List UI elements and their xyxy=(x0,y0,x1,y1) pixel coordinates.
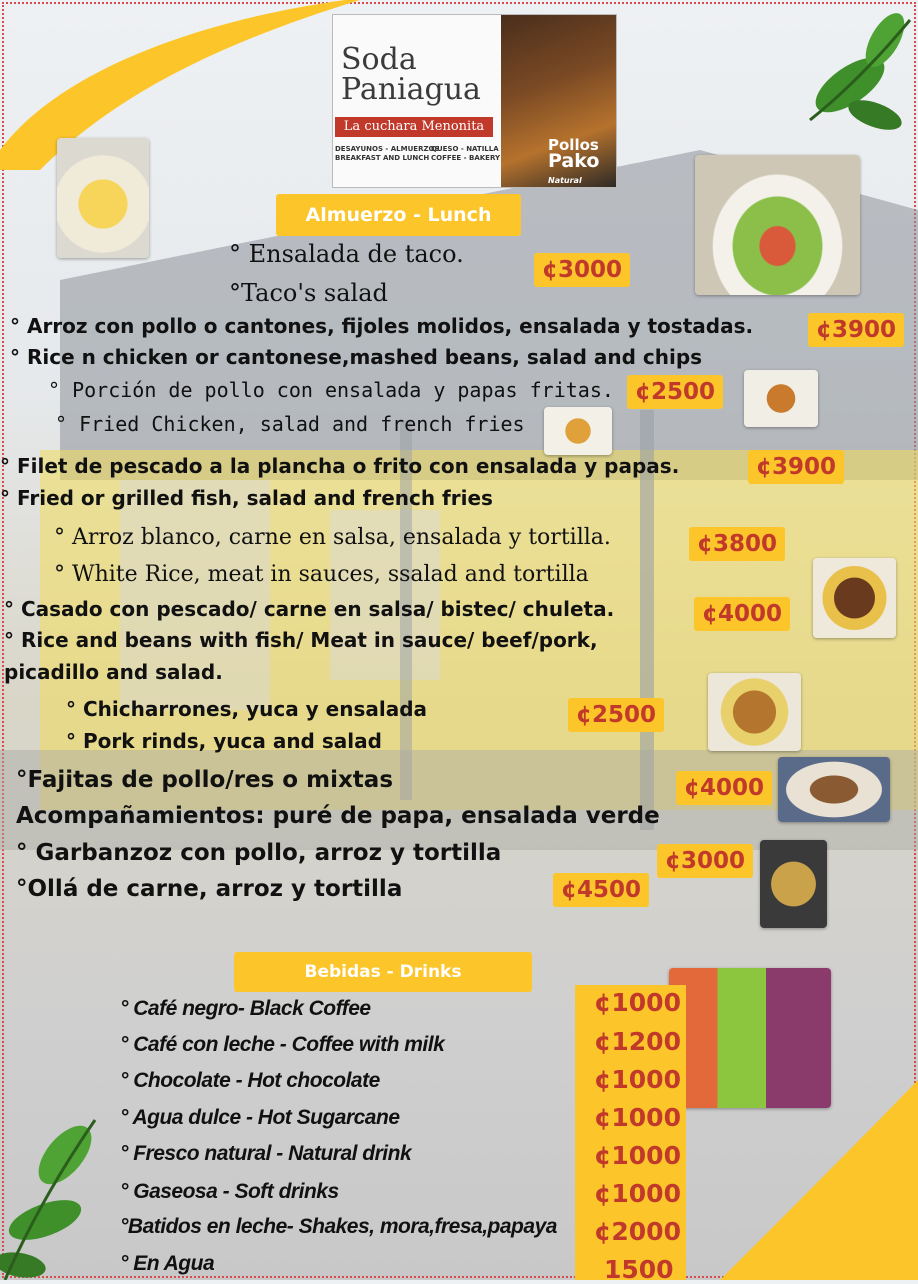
yellow-swoosh-bottom xyxy=(660,1080,918,1280)
logo-services-left-1: DESAYUNOS - ALMUERZOS xyxy=(335,145,440,153)
item-arroz-blanco-en: ° White Rice, meat in sauces, ssalad and tortilla xyxy=(54,562,589,587)
item-arroz-blanco-es: ° Arroz blanco, carne en salsa, ensalada y tortilla. xyxy=(54,525,611,550)
logo-tagline: La cuchara Menonita xyxy=(335,117,493,137)
drink-shakes: °Batidos en leche- Shakes, mora,fresa,papaya xyxy=(120,1215,557,1238)
drinks-photo xyxy=(669,968,831,1108)
drink-en-agua: ° En Agua xyxy=(120,1252,215,1275)
item-olla-carne: °Ollá de carne, arroz y tortilla xyxy=(16,876,403,902)
drink-black-coffee: ° Café negro- Black Coffee xyxy=(120,997,371,1020)
yellow-swoosh-top xyxy=(0,0,360,170)
price-arroz-pollo: ¢3900 xyxy=(808,313,904,347)
logo-line1: Soda xyxy=(341,42,417,77)
food-photo-taco-salad xyxy=(695,155,860,295)
price-hot-chocolate: ¢1000 xyxy=(594,1065,681,1094)
price-fajitas: ¢4000 xyxy=(676,771,772,805)
lunch-heading: Almuerzo - Lunch xyxy=(276,194,521,236)
item-casado-en: ° Rice and beans with fish/ Meat in sauce/ beef/pork, xyxy=(4,628,598,652)
logo-pako: Pako xyxy=(548,150,600,172)
food-photo-chicken-plate xyxy=(744,370,818,427)
price-sugarcane: ¢1000 xyxy=(594,1103,681,1132)
item-taco-salad-es: ° Ensalada de taco. xyxy=(229,240,464,268)
logo-pollos-pako xyxy=(548,137,599,188)
price-casado: ¢4000 xyxy=(694,597,790,631)
price-black-coffee: ¢1000 xyxy=(594,988,681,1017)
logo-brand-name xyxy=(341,42,481,107)
price-garbanzos: ¢3000 xyxy=(657,844,753,878)
food-photo-chicharrones xyxy=(708,673,801,751)
restaurant-logo xyxy=(332,14,617,188)
food-photo-olla xyxy=(760,840,827,928)
logo-line2: Paniagua xyxy=(341,72,481,107)
logo-services-right-1: QUESO - NATILLA xyxy=(431,145,499,153)
price-shakes: ¢2000 xyxy=(594,1217,681,1246)
item-fajitas-acompanamientos: Acompañamientos: puré de papa, ensalada verde xyxy=(16,803,660,829)
logo-services-left-2: BREAKFAST AND LUNCH xyxy=(335,154,430,162)
drink-hot-chocolate: ° Chocolate - Hot chocolate xyxy=(120,1069,380,1092)
drink-natural: ° Fresco natural - Natural drink xyxy=(120,1142,412,1165)
food-photo-fries xyxy=(544,407,612,455)
food-photo-taco-plate xyxy=(57,138,149,258)
item-fajitas: °Fajitas de pollo/res o mixtas xyxy=(16,767,394,793)
food-photo-fajitas xyxy=(778,757,890,822)
price-pollo-papas: ¢2500 xyxy=(627,375,723,409)
price-arroz-blanco: ¢3800 xyxy=(689,527,785,561)
item-arroz-pollo-es: ° Arroz con pollo o cantones, fijoles molidos, ensalada y tostadas. xyxy=(10,314,754,338)
price-olla-carne: ¢4500 xyxy=(553,873,649,907)
price-coffee-milk: ¢1200 xyxy=(594,1027,681,1056)
price-natural: ¢1000 xyxy=(594,1141,681,1170)
item-casado-en-2: picadillo and salad. xyxy=(4,660,223,684)
item-casado-es: ° Casado con pescado/ carne en salsa/ bistec/ chuleta. xyxy=(4,597,615,621)
food-photo-casado xyxy=(813,558,896,638)
item-chicharrones-es: ° Chicharrones, yuca y ensalada xyxy=(66,697,428,721)
leaf-icon-bottom-left xyxy=(0,1100,120,1280)
drinks-heading: Bebidas - Drinks xyxy=(234,952,532,992)
drink-soft: ° Gaseosa - Soft drinks xyxy=(120,1180,339,1203)
leaf-icon-top-right xyxy=(790,0,918,150)
price-pescado: ¢3900 xyxy=(748,450,844,484)
item-pollo-papas-en: ° Fried Chicken, salad and french fries xyxy=(55,412,525,436)
logo-services-right-2: COFFEE - BAKERY xyxy=(431,154,501,162)
item-pescado-es: ° Filet de pescado a la plancha o frito con ensalada y papas. xyxy=(0,454,680,478)
item-pollo-papas-es: ° Porción de pollo con ensalada y papas fritas. xyxy=(48,378,614,402)
logo-services-left xyxy=(335,145,440,163)
item-chicharrones-en: ° Pork rinds, yuca and salad xyxy=(66,729,382,753)
item-taco-salad-en: °Taco's salad xyxy=(229,279,388,307)
price-taco-salad: ¢3000 xyxy=(534,253,630,287)
logo-services-right xyxy=(431,145,500,163)
price-chicharrones: ¢2500 xyxy=(568,698,664,732)
item-arroz-pollo-en: ° Rice n chicken or cantonese,mashed beans, salad and chips xyxy=(10,345,703,369)
drink-sugarcane: ° Agua dulce - Hot Sugarcane xyxy=(120,1106,400,1129)
price-soft: ¢1000 xyxy=(594,1179,681,1208)
item-pescado-en: ° Fried or grilled fish, salad and french fries xyxy=(0,486,493,510)
item-garbanzos: ° Garbanzoz con pollo, arroz y tortilla xyxy=(16,840,502,866)
logo-pollos: Pollos xyxy=(548,136,599,154)
logo-natural: Natural xyxy=(548,176,582,185)
drink-coffee-milk: ° Café con leche - Coffee with milk xyxy=(120,1033,445,1056)
price-en-agua: 1500 xyxy=(604,1255,674,1284)
